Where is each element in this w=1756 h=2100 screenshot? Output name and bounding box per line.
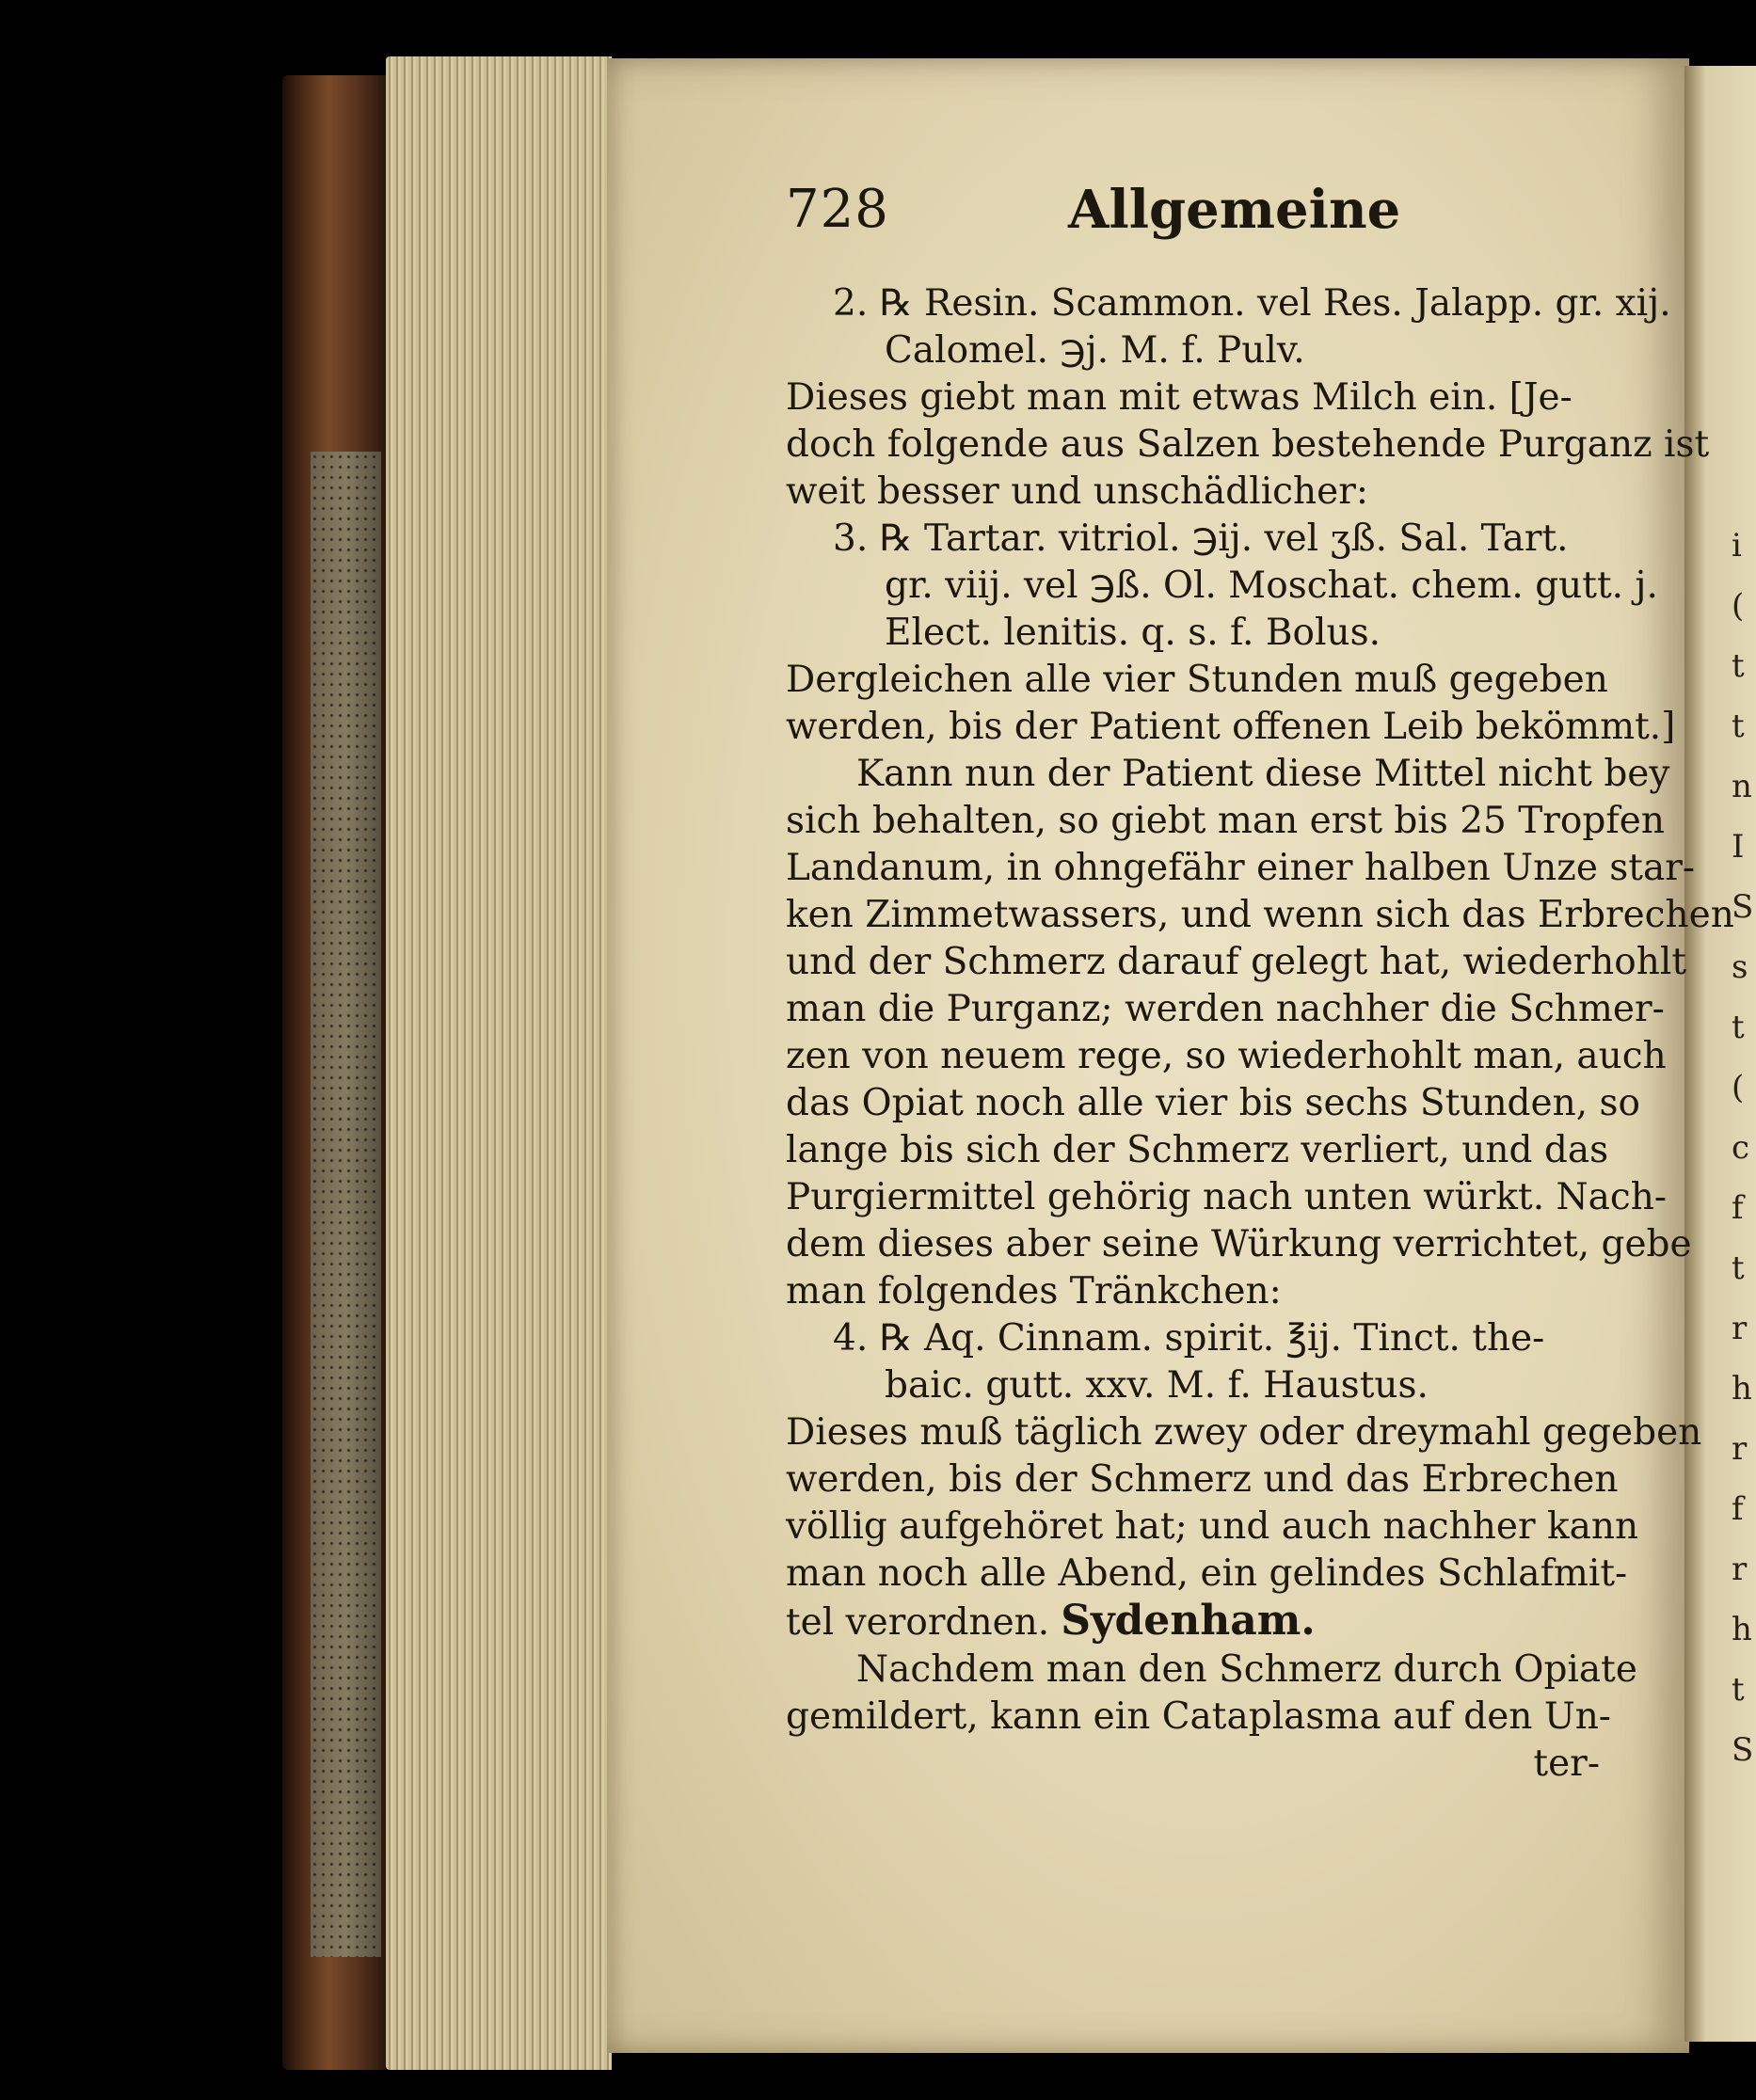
- text-line: [786, 374, 1604, 422]
- text-line-content: Elect. lenitis. q. s. f. Bolus.: [885, 612, 1381, 654]
- facing-page-glyph: c: [1732, 1129, 1750, 1167]
- text-line-content: 3. ℞ Tartar. vitriol. ℈ij. vel ʒß. Sal. Tart.: [833, 517, 1569, 560]
- text-line: [786, 939, 1687, 986]
- page-text-block: [786, 179, 1734, 1788]
- text-line: [786, 1268, 1604, 1315]
- text-line: [786, 798, 1666, 845]
- text-line-content: man folgendes Tränkchen:: [786, 1270, 1282, 1312]
- facing-page-glyph: i: [1732, 527, 1742, 565]
- text-line: [786, 1503, 1639, 1551]
- text-line-content: werden, bis der Patient offenen Leib bekömmt.]: [786, 706, 1676, 748]
- text-line-content: Nachdem man den Schmerz durch Opiate: [856, 1648, 1637, 1691]
- text-line-content: lange bis sich der Schmerz verliert, und das: [786, 1129, 1609, 1171]
- text-line: [786, 422, 1710, 469]
- facing-page-glyph: h: [1732, 1370, 1752, 1408]
- text-line-content: Dieses giebt man mit etwas Milch ein. [Je-: [786, 376, 1572, 419]
- text-line: [786, 1080, 1641, 1127]
- facing-page-glyph: (: [1732, 1069, 1745, 1106]
- text-line-content: und der Schmerz darauf gelegt hat, wiederhohlt: [786, 941, 1687, 983]
- page-number: 728: [786, 179, 889, 240]
- text-line-content: Dieses muß täglich zwey oder dreymahl gegeben: [786, 1411, 1702, 1454]
- facing-page-glyph: r: [1732, 1430, 1748, 1468]
- text-line: [786, 1315, 1604, 1362]
- page-edges: [386, 56, 612, 2070]
- facing-page-glyph: I: [1732, 828, 1745, 866]
- facing-page-glyph: t: [1732, 708, 1745, 745]
- text-line-content: zen von neuem rege, so wiederhohlt man, auch: [786, 1035, 1667, 1077]
- facing-page-glyph: t: [1732, 1009, 1745, 1046]
- text-line-content: gemildert, kann ein Cataplasma auf den Un-: [786, 1695, 1611, 1738]
- text-line: [786, 892, 1734, 939]
- facing-page-glyph: r: [1732, 1551, 1748, 1588]
- facing-page-glyph: t: [1732, 1671, 1745, 1709]
- text-line: [786, 1409, 1702, 1456]
- text-line-content: gr. viij. vel ℈ß. Ol. Moschat. chem. gutt. j.: [885, 565, 1658, 607]
- facing-page-glyph: S: [1732, 1731, 1754, 1769]
- facing-page-glyph: t: [1732, 1249, 1745, 1287]
- text-line-content: tel verordnen.: [786, 1601, 1050, 1644]
- text-line-content: 2. ℞ Resin. Scammon. vel Res. Jalapp. gr. xij.: [833, 282, 1671, 325]
- page-header: [786, 179, 1604, 263]
- text-line: [786, 1033, 1667, 1080]
- text-line-content: weit besser und unschädlicher:: [786, 470, 1368, 513]
- text-line: [786, 704, 1676, 751]
- text-line: [786, 1694, 1611, 1741]
- facing-page-glyph: f: [1732, 1490, 1744, 1528]
- text-line: [786, 1362, 1604, 1409]
- facing-page-glyph: f: [1732, 1189, 1744, 1227]
- text-line-content: Kann nun der Patient diese Mittel nicht bey: [856, 753, 1670, 795]
- text-line-content: sich behalten, so giebt man erst bis 25 Tropfen: [786, 800, 1666, 842]
- spine-marbling: [311, 452, 381, 1957]
- text-line: [786, 1551, 1628, 1598]
- text-line-content: doch folgende aus Salzen bestehende Purganz ist: [786, 423, 1710, 466]
- facing-page-glyph: h: [1732, 1611, 1752, 1648]
- text-line-content: dem dieses aber seine Würkung verrichtet, gebe: [786, 1223, 1692, 1265]
- text-line: [786, 657, 1608, 704]
- text-line: [786, 845, 1696, 892]
- text-line-content: ken Zimmetwassers, und wenn sich das Erbrechen: [786, 894, 1734, 936]
- text-line: [786, 1127, 1609, 1174]
- text-line: [786, 1174, 1668, 1221]
- text-line-content: Dergleichen alle vier Stunden muß gegeben: [786, 659, 1608, 701]
- text-line-content: man die Purganz; werden nachher die Schmer-: [786, 988, 1665, 1030]
- text-line-content: völlig aufgehöret hat; und auch nachher kann: [786, 1505, 1639, 1548]
- text-line: [786, 1221, 1692, 1268]
- text-line: [786, 327, 1604, 374]
- text-line-content: Calomel. ℈j. M. f. Pulv.: [885, 329, 1305, 372]
- facing-page-glyph: (: [1732, 587, 1745, 625]
- text-line: [786, 1456, 1619, 1503]
- text-line: [786, 610, 1604, 657]
- facing-page-glyph: t: [1732, 647, 1745, 685]
- text-line-content: werden, bis der Schmerz und das Erbrechen: [786, 1458, 1619, 1501]
- text-line-content: baic. gutt. xxv. M. f. Haustus.: [885, 1364, 1429, 1407]
- text-lines: [786, 280, 1734, 1741]
- text-line: [786, 751, 1670, 798]
- author-citation: Sydenham.: [1061, 1597, 1316, 1645]
- text-line: [786, 563, 1658, 610]
- text-line-content: Purgiermittel gehörig nach unten würkt. Nach-: [786, 1176, 1668, 1218]
- facing-page-glyph: s: [1732, 948, 1748, 986]
- text-line: [786, 469, 1604, 516]
- text-line-content: das Opiat noch alle vier bis sechs Stunden, so: [786, 1082, 1641, 1124]
- facing-page-glyph: n: [1732, 768, 1752, 805]
- text-line-content: Landanum, in ohngefähr einer halben Unze star-: [786, 847, 1696, 889]
- text-line: [786, 280, 1671, 327]
- facing-page-glyph: S: [1732, 888, 1754, 926]
- catchword: ter-: [1533, 1742, 1600, 1785]
- text-line: [786, 1598, 1604, 1647]
- facing-page-glyph: r: [1732, 1310, 1748, 1347]
- text-line: [786, 986, 1665, 1033]
- text-line-content: 4. ℞ Aq. Cinnam. spirit. ℥ij. Tinct. the-: [833, 1317, 1545, 1360]
- running-head: Allgemeine: [1068, 179, 1401, 241]
- text-line: [786, 1647, 1637, 1694]
- text-line-content: man noch alle Abend, ein gelindes Schlafmit-: [786, 1552, 1628, 1595]
- text-line: [786, 516, 1604, 563]
